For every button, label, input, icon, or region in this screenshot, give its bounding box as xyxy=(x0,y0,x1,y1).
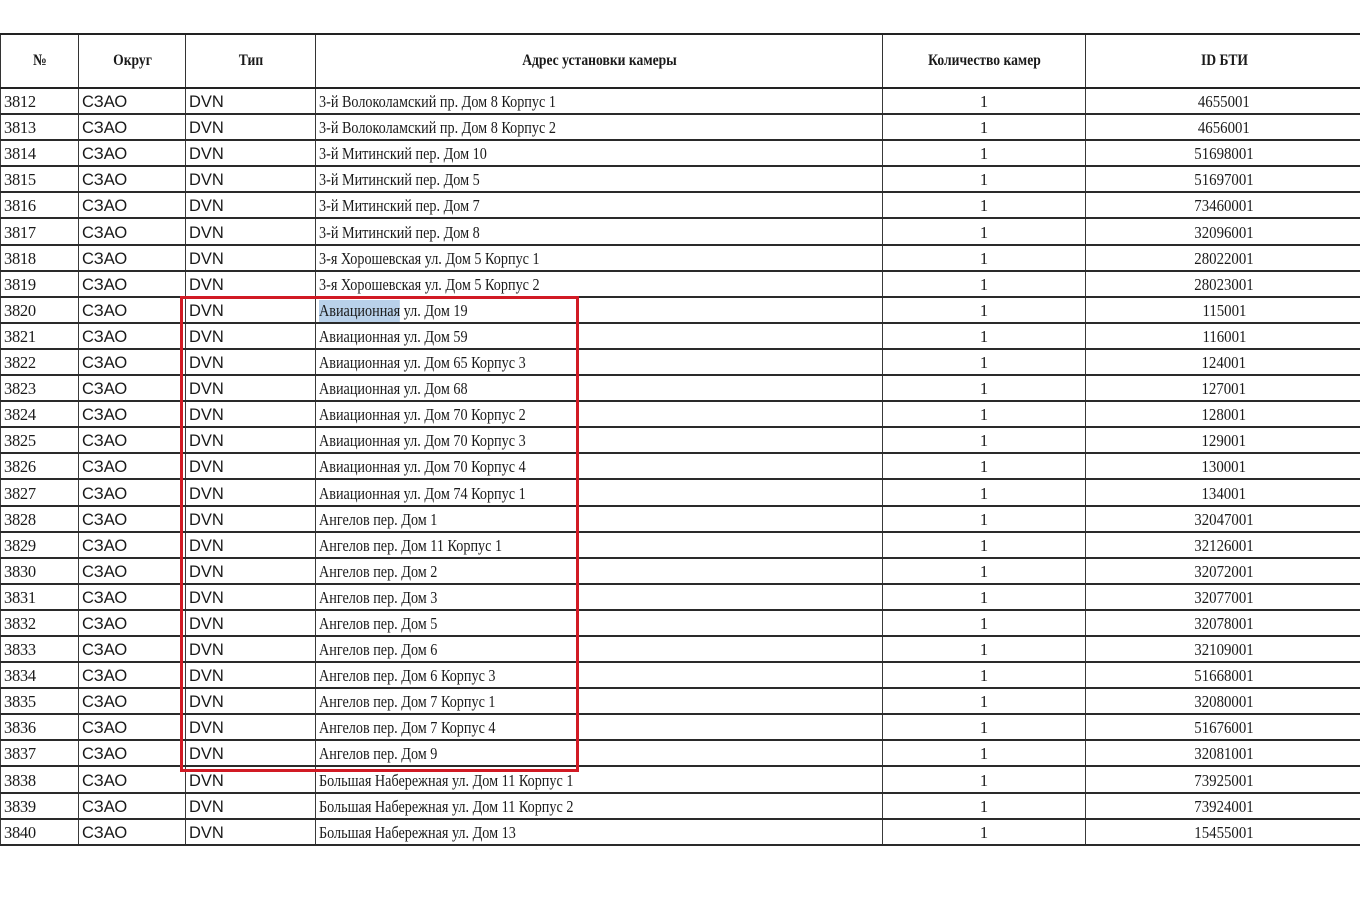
table-header-row xyxy=(1,34,1360,88)
cell-count: 1 xyxy=(883,218,1086,244)
cell-address-text: Большая Набережная ул. Дом 13 xyxy=(319,822,516,842)
cell-bti-text: 73460001 xyxy=(1194,196,1254,216)
cell-okrug: СЗАО xyxy=(79,479,186,505)
cell-bti-text: 28023001 xyxy=(1194,274,1254,294)
cell-okrug: СЗАО xyxy=(79,584,186,610)
table-row xyxy=(1,218,1360,244)
table-row xyxy=(1,558,1360,584)
cell-address-text: Ангелов пер. Дом 7 Корпус 1 xyxy=(319,692,496,712)
table-row xyxy=(1,349,1360,375)
table-row xyxy=(1,584,1360,610)
cell-num: 3839 xyxy=(1,793,79,819)
cell-address-text: Ангелов пер. Дом 3 xyxy=(319,587,438,607)
cell-address xyxy=(316,532,883,558)
table-row xyxy=(1,636,1360,662)
cell-address-text: Ангелов пер. Дом 7 Корпус 4 xyxy=(319,718,496,738)
table-row xyxy=(1,192,1360,218)
cell-type: DVN xyxy=(186,375,316,401)
cell-type: DVN xyxy=(186,140,316,166)
cell-address-text: Авиационная ул. Дом 65 Корпус 3 xyxy=(319,353,526,373)
cell-address-text: 3-й Волоколамский пр. Дом 8 Корпус 2 xyxy=(319,118,556,138)
table-row xyxy=(1,297,1360,323)
cell-address-text: Авиационная ул. Дом 74 Корпус 1 xyxy=(319,483,526,503)
cell-count: 1 xyxy=(883,323,1086,349)
cell-count: 1 xyxy=(883,714,1086,740)
cell-address-text: 3-й Митинский пер. Дом 10 xyxy=(319,144,487,164)
table-row xyxy=(1,714,1360,740)
cell-address-text: 3-я Хорошевская ул. Дом 5 Корпус 1 xyxy=(319,248,540,268)
table-row xyxy=(1,271,1360,297)
cell-count: 1 xyxy=(883,662,1086,688)
cell-type: DVN xyxy=(186,401,316,427)
cell-address-text: Большая Набережная ул. Дом 11 Корпус 2 xyxy=(319,796,574,816)
cell-num: 3825 xyxy=(1,427,79,453)
header-num: № xyxy=(6,34,72,88)
cell-bti-text: 73924001 xyxy=(1194,796,1254,816)
cell-address-text: Авиационная ул. Дом 59 xyxy=(319,326,468,346)
cell-address xyxy=(316,166,883,192)
cell-bti xyxy=(1086,506,1360,532)
cell-okrug: СЗАО xyxy=(79,245,186,271)
cell-bti-text: 32109001 xyxy=(1194,640,1254,660)
cell-address xyxy=(316,584,883,610)
header-bti: ID БТИ xyxy=(1106,34,1341,88)
cell-bti-text: 32096001 xyxy=(1194,222,1254,242)
cell-address xyxy=(316,479,883,505)
cell-bti xyxy=(1086,297,1360,323)
cell-address-text: Авиационная ул. Дом 70 Корпус 4 xyxy=(319,457,526,477)
cell-bti xyxy=(1086,192,1360,218)
cell-num: 3832 xyxy=(1,610,79,636)
header-address: Адрес установки камеры xyxy=(358,34,840,88)
table-row xyxy=(1,610,1360,636)
cell-address xyxy=(316,375,883,401)
cell-count: 1 xyxy=(883,740,1086,766)
cell-count: 1 xyxy=(883,427,1086,453)
cell-type: DVN xyxy=(186,819,316,845)
cell-okrug: СЗАО xyxy=(79,166,186,192)
cell-address-text: Большая Набережная ул. Дом 11 Корпус 1 xyxy=(319,770,574,790)
table-body xyxy=(1,88,1360,845)
cell-count: 1 xyxy=(883,636,1086,662)
cell-num: 3829 xyxy=(1,532,79,558)
cell-okrug: СЗАО xyxy=(79,714,186,740)
cell-num: 3836 xyxy=(1,714,79,740)
cell-type: DVN xyxy=(186,453,316,479)
cell-num: 3828 xyxy=(1,506,79,532)
cell-address xyxy=(316,401,883,427)
camera-table-sheet xyxy=(0,33,1360,846)
cell-count: 1 xyxy=(883,375,1086,401)
cell-address xyxy=(316,793,883,819)
cell-count: 1 xyxy=(883,506,1086,532)
cell-address xyxy=(316,140,883,166)
table-row xyxy=(1,453,1360,479)
cell-bti xyxy=(1086,218,1360,244)
cell-address-text: Авиационная ул. Дом 70 Корпус 2 xyxy=(319,405,526,425)
cell-count: 1 xyxy=(883,584,1086,610)
cell-address-text: 3-й Волоколамский пр. Дом 8 Корпус 1 xyxy=(319,92,556,112)
cell-address-text: 3-й Митинский пер. Дом 7 xyxy=(319,196,480,216)
cell-okrug: СЗАО xyxy=(79,114,186,140)
cell-bti xyxy=(1086,558,1360,584)
cell-count: 1 xyxy=(883,297,1086,323)
cell-type: DVN xyxy=(186,714,316,740)
cell-bti xyxy=(1086,453,1360,479)
cell-address xyxy=(316,662,883,688)
cell-okrug: СЗАО xyxy=(79,271,186,297)
cell-num: 3826 xyxy=(1,453,79,479)
cell-bti-text: 28022001 xyxy=(1194,248,1254,268)
cell-bti xyxy=(1086,271,1360,297)
cell-bti-text: 32078001 xyxy=(1194,613,1254,633)
cell-count: 1 xyxy=(883,532,1086,558)
cell-bti xyxy=(1086,427,1360,453)
cell-bti-text: 129001 xyxy=(1201,431,1247,451)
cell-bti-text: 130001 xyxy=(1201,457,1247,477)
cell-okrug: СЗАО xyxy=(79,88,186,114)
cell-okrug: СЗАО xyxy=(79,688,186,714)
selected-text-highlight: Авиационная xyxy=(319,300,401,320)
cell-type: DVN xyxy=(186,349,316,375)
cell-num: 3837 xyxy=(1,740,79,766)
cell-type: DVN xyxy=(186,506,316,532)
cell-address xyxy=(316,506,883,532)
cell-num: 3814 xyxy=(1,140,79,166)
cell-bti-text: 4656001 xyxy=(1198,118,1250,138)
table-row xyxy=(1,166,1360,192)
table-row xyxy=(1,532,1360,558)
cell-type: DVN xyxy=(186,584,316,610)
header-okrug: Округ xyxy=(87,34,178,88)
cell-bti-text: 73925001 xyxy=(1194,770,1254,790)
cell-okrug: СЗАО xyxy=(79,218,186,244)
table-row xyxy=(1,245,1360,271)
cell-bti xyxy=(1086,819,1360,845)
cell-count: 1 xyxy=(883,819,1086,845)
cell-num: 3812 xyxy=(1,88,79,114)
cell-bti xyxy=(1086,245,1360,271)
cell-address-text: Ангелов пер. Дом 11 Корпус 1 xyxy=(319,535,503,555)
cell-bti-text: 134001 xyxy=(1201,483,1247,503)
cell-type: DVN xyxy=(186,427,316,453)
cell-num: 3827 xyxy=(1,479,79,505)
table-row xyxy=(1,140,1360,166)
cell-address-text: 3-й Митинский пер. Дом 5 xyxy=(319,170,480,190)
cell-bti xyxy=(1086,349,1360,375)
cell-type: DVN xyxy=(186,271,316,297)
cell-bti-text: 4655001 xyxy=(1198,92,1250,112)
cell-bti-text: 115001 xyxy=(1201,300,1246,320)
cell-bti xyxy=(1086,401,1360,427)
cell-type: DVN xyxy=(186,218,316,244)
cell-okrug: СЗАО xyxy=(79,662,186,688)
cell-bti xyxy=(1086,323,1360,349)
cell-address-text: 3-я Хорошевская ул. Дом 5 Корпус 2 xyxy=(319,274,540,294)
camera-table xyxy=(0,33,1360,846)
table-row xyxy=(1,740,1360,766)
cell-address xyxy=(316,88,883,114)
cell-num: 3818 xyxy=(1,245,79,271)
cell-okrug: СЗАО xyxy=(79,506,186,532)
cell-bti-text: 32080001 xyxy=(1194,692,1254,712)
cell-num: 3821 xyxy=(1,323,79,349)
cell-bti-text: 32081001 xyxy=(1194,744,1254,764)
cell-okrug: СЗАО xyxy=(79,453,186,479)
cell-type: DVN xyxy=(186,532,316,558)
cell-okrug: СЗАО xyxy=(79,427,186,453)
cell-address xyxy=(316,323,883,349)
cell-bti xyxy=(1086,766,1360,792)
cell-bti-text: 51668001 xyxy=(1194,666,1254,686)
header-count: Количество камер xyxy=(898,34,1071,88)
cell-num: 3822 xyxy=(1,349,79,375)
table-row xyxy=(1,506,1360,532)
header-type: Тип xyxy=(195,34,306,88)
cell-address xyxy=(316,349,883,375)
cell-count: 1 xyxy=(883,192,1086,218)
cell-address xyxy=(316,192,883,218)
cell-type: DVN xyxy=(186,740,316,766)
cell-address-text: Ангелов пер. Дом 1 xyxy=(319,509,438,529)
cell-okrug: СЗАО xyxy=(79,532,186,558)
cell-address-text: Ангелов пер. Дом 9 xyxy=(319,744,438,764)
cell-num: 3835 xyxy=(1,688,79,714)
cell-bti xyxy=(1086,479,1360,505)
cell-count: 1 xyxy=(883,271,1086,297)
cell-address xyxy=(316,218,883,244)
cell-bti-text: 32126001 xyxy=(1194,535,1254,555)
cell-type: DVN xyxy=(186,558,316,584)
cell-type: DVN xyxy=(186,636,316,662)
cell-num: 3834 xyxy=(1,662,79,688)
cell-bti-text: 32077001 xyxy=(1194,587,1254,607)
cell-bti xyxy=(1086,714,1360,740)
cell-count: 1 xyxy=(883,453,1086,479)
cell-okrug: СЗАО xyxy=(79,297,186,323)
cell-address xyxy=(316,740,883,766)
cell-num: 3830 xyxy=(1,558,79,584)
cell-okrug: СЗАО xyxy=(79,401,186,427)
cell-type: DVN xyxy=(186,610,316,636)
cell-type: DVN xyxy=(186,688,316,714)
table-row xyxy=(1,323,1360,349)
table-row xyxy=(1,688,1360,714)
cell-bti xyxy=(1086,88,1360,114)
cell-type: DVN xyxy=(186,192,316,218)
cell-address xyxy=(316,427,883,453)
cell-bti-text: 128001 xyxy=(1201,405,1247,425)
cell-address-text: Авиационная ул. Дом 68 xyxy=(319,379,468,399)
cell-address-text: Ангелов пер. Дом 2 xyxy=(319,561,438,581)
cell-bti xyxy=(1086,662,1360,688)
cell-num: 3833 xyxy=(1,636,79,662)
cell-okrug: СЗАО xyxy=(79,192,186,218)
cell-address-text: 3-й Митинский пер. Дом 8 xyxy=(319,222,480,242)
cell-count: 1 xyxy=(883,245,1086,271)
table-row xyxy=(1,427,1360,453)
cell-bti xyxy=(1086,610,1360,636)
cell-count: 1 xyxy=(883,766,1086,792)
cell-okrug: СЗАО xyxy=(79,819,186,845)
table-row xyxy=(1,766,1360,792)
table-row xyxy=(1,401,1360,427)
cell-bti xyxy=(1086,636,1360,662)
cell-bti xyxy=(1086,532,1360,558)
cell-num: 3838 xyxy=(1,766,79,792)
cell-bti-text: 51697001 xyxy=(1194,170,1254,190)
cell-num: 3831 xyxy=(1,584,79,610)
cell-count: 1 xyxy=(883,688,1086,714)
cell-count: 1 xyxy=(883,401,1086,427)
table-row xyxy=(1,479,1360,505)
table-row xyxy=(1,819,1360,845)
cell-num: 3815 xyxy=(1,166,79,192)
cell-type: DVN xyxy=(186,88,316,114)
cell-count: 1 xyxy=(883,558,1086,584)
cell-bti xyxy=(1086,688,1360,714)
cell-address xyxy=(316,636,883,662)
cell-okrug: СЗАО xyxy=(79,375,186,401)
cell-okrug: СЗАО xyxy=(79,140,186,166)
cell-type: DVN xyxy=(186,166,316,192)
cell-bti-text: 32072001 xyxy=(1194,561,1254,581)
cell-bti xyxy=(1086,166,1360,192)
cell-okrug: СЗАО xyxy=(79,558,186,584)
cell-address xyxy=(316,688,883,714)
cell-count: 1 xyxy=(883,166,1086,192)
cell-bti-text: 116001 xyxy=(1201,326,1246,346)
cell-count: 1 xyxy=(883,114,1086,140)
cell-address xyxy=(316,453,883,479)
cell-address xyxy=(316,766,883,792)
cell-type: DVN xyxy=(186,793,316,819)
cell-okrug: СЗАО xyxy=(79,610,186,636)
cell-okrug: СЗАО xyxy=(79,740,186,766)
cell-address xyxy=(316,114,883,140)
cell-address xyxy=(316,819,883,845)
cell-num: 3813 xyxy=(1,114,79,140)
cell-count: 1 xyxy=(883,88,1086,114)
cell-okrug: СЗАО xyxy=(79,793,186,819)
cell-num: 3824 xyxy=(1,401,79,427)
cell-num: 3817 xyxy=(1,218,79,244)
table-row xyxy=(1,88,1360,114)
cell-type: DVN xyxy=(186,245,316,271)
cell-bti xyxy=(1086,375,1360,401)
cell-bti-text: 51676001 xyxy=(1194,718,1254,738)
cell-num: 3840 xyxy=(1,819,79,845)
cell-bti-text: 124001 xyxy=(1201,353,1247,373)
cell-count: 1 xyxy=(883,349,1086,375)
cell-type: DVN xyxy=(186,297,316,323)
cell-type: DVN xyxy=(186,323,316,349)
cell-num: 3816 xyxy=(1,192,79,218)
cell-address xyxy=(316,271,883,297)
cell-bti-text: 127001 xyxy=(1201,379,1247,399)
cell-count: 1 xyxy=(883,610,1086,636)
cell-address-text: Ангелов пер. Дом 5 xyxy=(319,613,438,633)
table-row xyxy=(1,375,1360,401)
cell-okrug: СЗАО xyxy=(79,323,186,349)
cell-type: DVN xyxy=(186,766,316,792)
cell-count: 1 xyxy=(883,479,1086,505)
cell-address xyxy=(316,297,883,323)
cell-type: DVN xyxy=(186,662,316,688)
cell-address xyxy=(316,558,883,584)
cell-bti xyxy=(1086,140,1360,166)
cell-address xyxy=(316,245,883,271)
cell-okrug: СЗАО xyxy=(79,636,186,662)
cell-address xyxy=(316,610,883,636)
cell-bti xyxy=(1086,584,1360,610)
cell-address-text: Ангелов пер. Дом 6 Корпус 3 xyxy=(319,666,496,686)
cell-bti xyxy=(1086,114,1360,140)
cell-address xyxy=(316,714,883,740)
cell-bti-text: 51698001 xyxy=(1194,144,1254,164)
cell-bti xyxy=(1086,740,1360,766)
cell-okrug: СЗАО xyxy=(79,766,186,792)
cell-address-text: Ангелов пер. Дом 6 xyxy=(319,640,438,660)
cell-num: 3823 xyxy=(1,375,79,401)
cell-num: 3820 xyxy=(1,297,79,323)
table-row xyxy=(1,662,1360,688)
cell-address-text: Авиационная ул. Дом 19 xyxy=(319,300,468,320)
cell-count: 1 xyxy=(883,793,1086,819)
table-row xyxy=(1,114,1360,140)
cell-count: 1 xyxy=(883,140,1086,166)
table-row xyxy=(1,793,1360,819)
cell-bti-text: 15455001 xyxy=(1194,822,1254,842)
cell-num: 3819 xyxy=(1,271,79,297)
cell-address-text: Авиационная ул. Дом 70 Корпус 3 xyxy=(319,431,526,451)
cell-bti xyxy=(1086,793,1360,819)
cell-okrug: СЗАО xyxy=(79,349,186,375)
cell-type: DVN xyxy=(186,479,316,505)
cell-type: DVN xyxy=(186,114,316,140)
cell-bti-text: 32047001 xyxy=(1194,509,1254,529)
